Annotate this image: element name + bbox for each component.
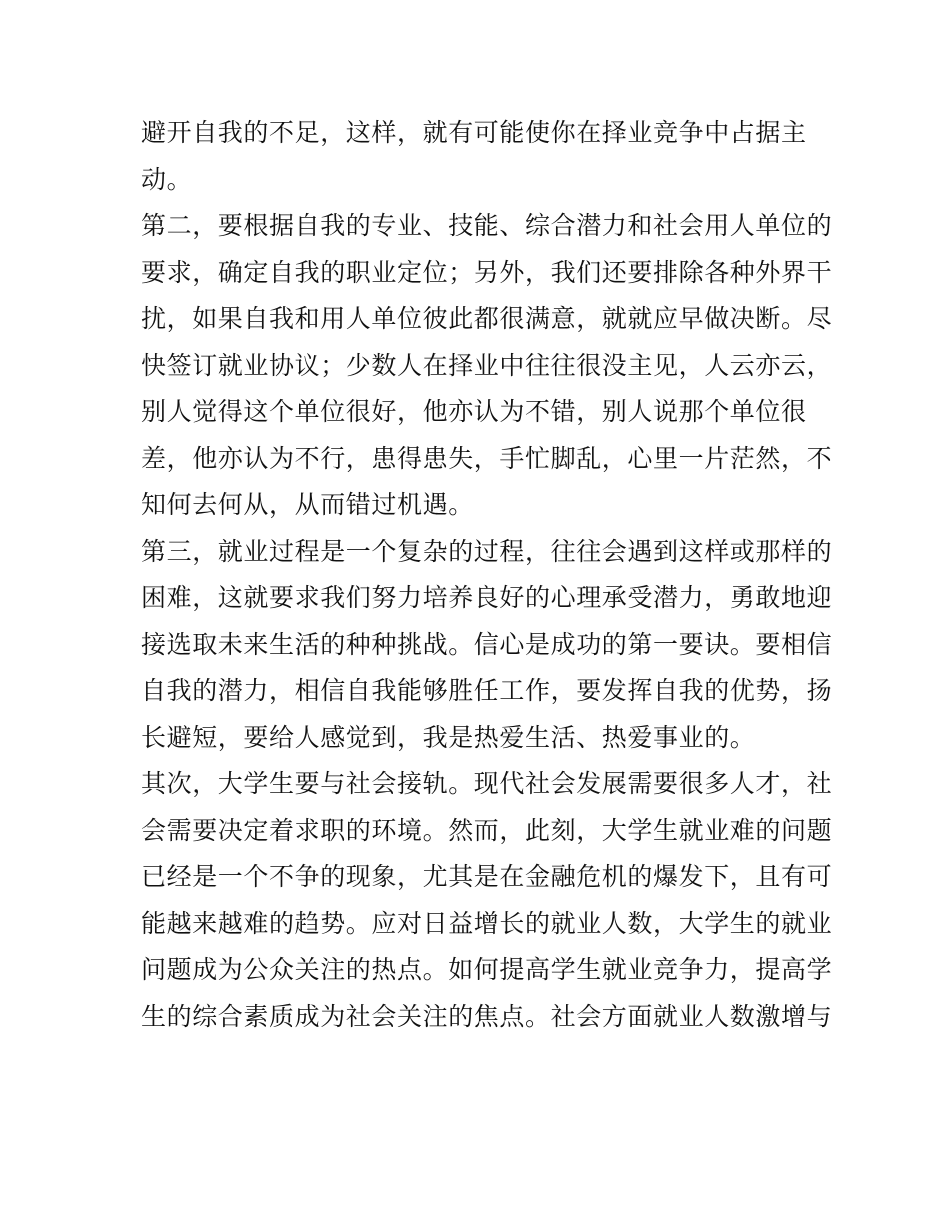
text-line-2: 动。 (141, 164, 193, 194)
text-line-18: 能越来越难的趋势。应对日益增长的就业人数，大学生的就业 (141, 908, 833, 938)
text-line-16: 会需要决定着求职的环境。然而，此刻，大学生就业难的问题 (141, 815, 833, 845)
text-line-14: 长避短，要给人感觉到，我是热爱生活、热爱事业的。 (141, 722, 756, 752)
text-line-20: 生的综合素质成为社会关注的焦点。社会方面就业人数激增与 (141, 1001, 833, 1031)
document-body (141, 110, 833, 1040)
text-line-8: 差，他亦认为不行，患得患失，手忙脚乱，心里一片茫然，不 (141, 443, 833, 473)
text-line-12: 接选取未来生活的种种挑战。信心是成功的第一要诀。要相信 (141, 629, 833, 659)
text-line-11: 困难，这就要求我们努力培养良好的心理承受潜力，勇敢地迎 (141, 583, 833, 612)
text-line-9: 知何去何从，从而错过机遇。 (141, 490, 474, 519)
text-line-6: 快签订就业协议；少数人在择业中往往很没主见，人云亦云， (141, 350, 833, 380)
text-line-13: 自我的潜力，相信自我能够胜任工作，要发挥自我的优势，扬 (141, 676, 833, 705)
text-line-15: 其次，大学生要与社会接轨。现代社会发展需要很多人才，社 (141, 769, 833, 798)
text-line-19: 问题成为公众关注的热点。如何提高学生就业竞争力，提高学 (141, 955, 833, 984)
text-line-5: 扰，如果自我和用人单位彼此都很满意，就就应早做决断。尽 (141, 304, 833, 333)
text-line-10: 第三，就业过程是一个复杂的过程，往往会遇到这样或那样的 (141, 536, 833, 566)
text-line-7: 别人觉得这个单位很好，他亦认为不错，别人说那个单位很 (141, 397, 807, 426)
text-line-17: 已经是一个不争的现象，尤其是在金融危机的爆发下，且有可 (141, 862, 833, 891)
text-line-4: 要求，确定自我的职业定位；另外，我们还要排除各种外界干 (141, 257, 833, 287)
text-line-1: 避开自我的不足，这样，就有可能使你在择业竞争中占据主 (141, 118, 807, 147)
text-line-3: 第二，要根据自我的专业、技能、综合潜力和社会用人单位的 (141, 211, 833, 240)
